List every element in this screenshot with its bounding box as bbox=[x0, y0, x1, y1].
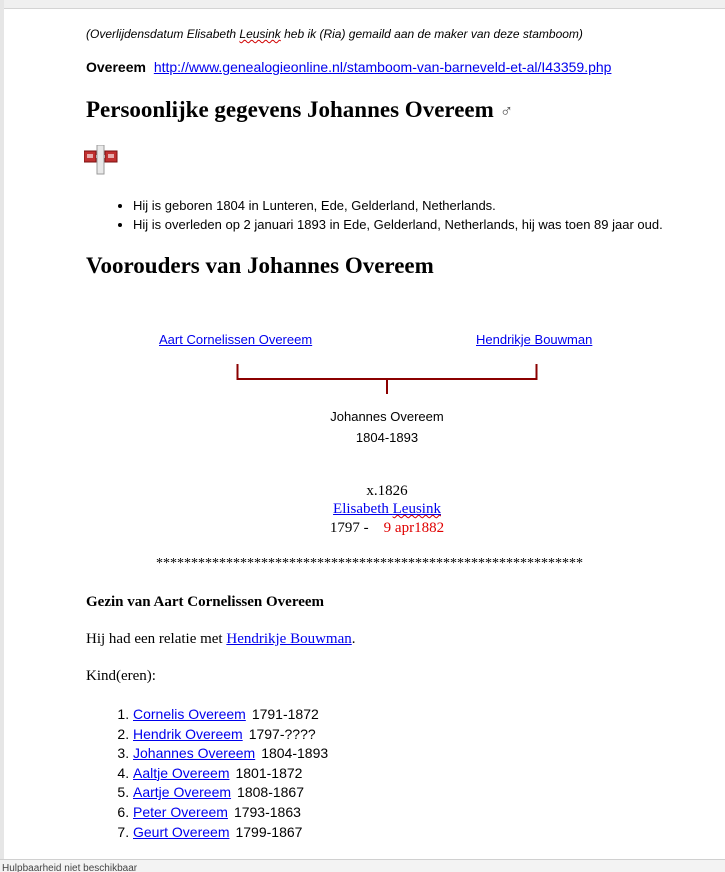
child-link-aartje[interactable]: Aartje Overeem bbox=[133, 784, 232, 801]
child-link-aaltje[interactable]: Aaltje Overeem bbox=[133, 764, 230, 781]
children-list bbox=[86, 705, 328, 842]
child-link-hendrik[interactable]: Hendrik Overeem bbox=[133, 725, 243, 742]
note-misspelled-word[interactable]: Leusink bbox=[239, 27, 281, 41]
child-link-cornelis[interactable]: Cornelis Overeem bbox=[133, 706, 246, 722]
spouse-line bbox=[237, 501, 537, 518]
child-years: 1801-1872 bbox=[235, 764, 303, 781]
child-item bbox=[133, 725, 328, 745]
child-years: 1808-1867 bbox=[237, 784, 304, 801]
note-text bbox=[86, 27, 583, 41]
person-name: Johannes Overeem bbox=[330, 409, 444, 424]
child-item bbox=[133, 764, 328, 784]
child-item bbox=[133, 823, 328, 843]
spouse-link[interactable] bbox=[333, 501, 441, 517]
fact-birth: • Hij is geboren 1804 in Lunteren, Ede, Gelderland, Netherlands. bbox=[133, 196, 663, 215]
ancestor-connector-bracket bbox=[236, 364, 540, 396]
heading-personal-data bbox=[86, 97, 513, 123]
fact-death: • Hij is overleden op 2 januari 1893 in Ede, Gelderland, Netherlands, hij was toen 89 jaar oud. bbox=[133, 215, 663, 234]
note-prefix: (Overlijdensdatum Elisabeth bbox=[86, 27, 240, 41]
child-item bbox=[133, 744, 328, 764]
child-years: 1797-???? bbox=[248, 725, 316, 742]
child-link-johannes[interactable]: Johannes Overeem bbox=[133, 745, 256, 762]
heading-personal-text: Persoonlijke gegevens Johannes Overeem bbox=[86, 97, 494, 122]
relation-partner-link[interactable]: Hendrikje Bouwman bbox=[226, 631, 352, 647]
status-bar: Hulpbaarheid niet beschikbaar bbox=[0, 859, 725, 872]
facts-list bbox=[86, 196, 663, 234]
child-item bbox=[133, 803, 328, 823]
heading-ancestors: Voorouders van Johannes Overeem bbox=[86, 253, 434, 278]
child-years: 1799-1867 bbox=[235, 823, 303, 840]
family-heading: Gezin van Aart Cornelissen Overeem bbox=[86, 594, 325, 610]
child-years: 1791-1872 bbox=[251, 706, 319, 722]
father-link[interactable]: Aart Cornelissen Overeem bbox=[159, 332, 313, 347]
person-years: 1804-1893 bbox=[355, 430, 419, 445]
spouse-first-name: Elisabeth bbox=[333, 501, 393, 517]
marriage-date: x.1826 bbox=[366, 483, 408, 499]
source-line bbox=[86, 59, 611, 75]
child-item bbox=[133, 783, 328, 803]
note-suffix: heb ik (Ria) gemaild aan de maker van deze stamboom) bbox=[280, 27, 583, 41]
child-link-geurt[interactable]: Geurt Overeem bbox=[133, 823, 230, 840]
child-link-peter[interactable]: Peter Overeem bbox=[133, 803, 228, 820]
spouse-death-date: 9 apr1882 bbox=[383, 520, 445, 536]
mother-link[interactable]: Hendrikje Bouwman bbox=[476, 332, 593, 347]
spouse-birth-year: 1797 - bbox=[329, 520, 369, 536]
relation-prefix: Hij had een relatie met bbox=[86, 631, 227, 647]
source-url-link[interactable]: http://www.genealogieonline.nl/stamboom-van-barneveld-et-al/I43359.php bbox=[153, 59, 612, 75]
child-years: 1804-1893 bbox=[261, 745, 329, 762]
separator-stars: ************************************************************* bbox=[156, 556, 583, 571]
spouse-years bbox=[237, 520, 537, 537]
child-years: 1793-1863 bbox=[233, 803, 301, 820]
children-label: Kind(eren): bbox=[86, 668, 156, 684]
spouse-last-name: Leusink bbox=[392, 501, 441, 517]
family-tree-icon[interactable] bbox=[84, 145, 118, 175]
relation-line bbox=[86, 631, 356, 648]
relation-suffix: . bbox=[351, 631, 356, 647]
source-label: Overeem bbox=[86, 59, 146, 75]
child-item bbox=[133, 705, 328, 725]
male-icon: ♂ bbox=[499, 101, 514, 121]
